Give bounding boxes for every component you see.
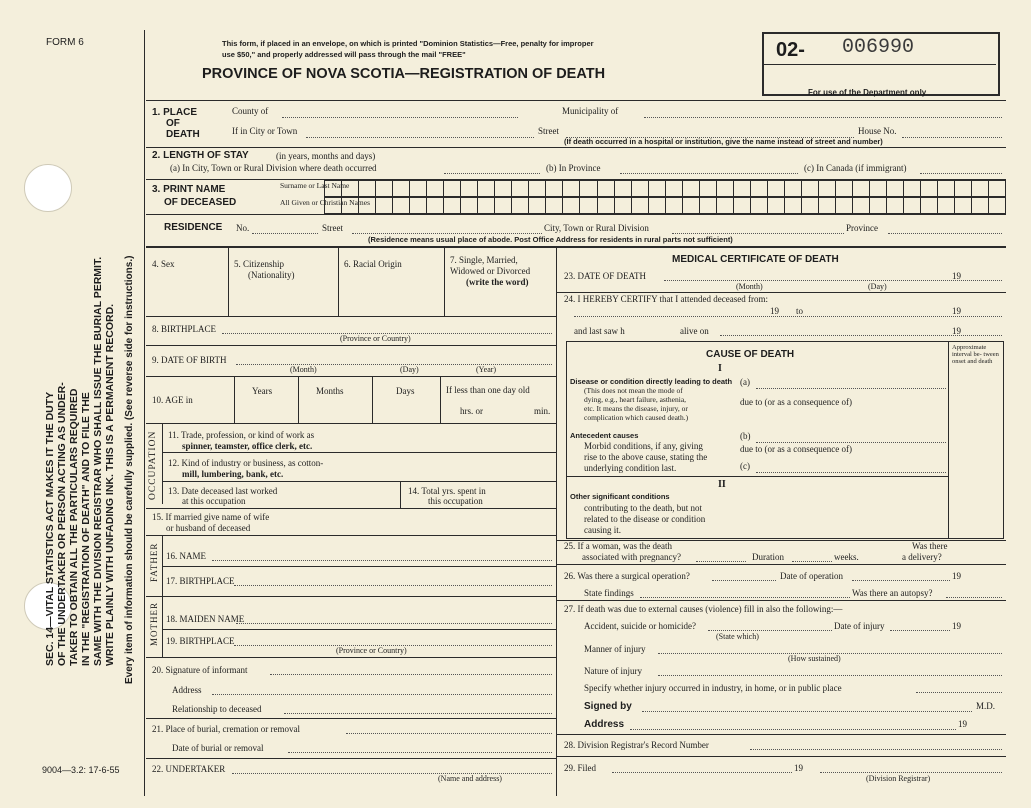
nature-label: Nature of injury: [584, 666, 642, 676]
disease-label-3: dying, e.g., heart failure, asthenia,: [584, 395, 687, 404]
record-number-label: 28. Division Registrar's Record Number: [564, 740, 709, 750]
weeks-label: weeks.: [834, 552, 859, 562]
last-saw-19: 19: [952, 326, 961, 336]
part-1-label: I: [718, 363, 722, 374]
manner-label: Manner of injury: [584, 644, 646, 654]
cause-a-due-to: due to (or as a consequence of): [740, 397, 852, 407]
cause-of-death-title: CAUSE OF DEATH: [706, 349, 795, 360]
operation-19: 19: [952, 571, 961, 581]
occupation-q12-line1: 12. Kind of industry or business, as cotton-: [168, 458, 324, 468]
department-use-note: For use of the Department only: [808, 88, 927, 97]
occupation-q14-line2: this occupation: [428, 496, 483, 506]
occupation-q13-line2: at this occupation: [182, 496, 246, 506]
filed-label: 29. Filed: [564, 763, 597, 773]
other-conditions-label-4: causing it.: [584, 525, 621, 535]
attended-from-label: 24. I HEREBY CERTIFY that I attended deceased from:: [564, 294, 768, 304]
cause-b-label: (b): [740, 431, 751, 441]
other-conditions-label-3: related to the disease or condition: [584, 514, 706, 524]
form-title: PROVINCE OF NOVA SCOTIA—REGISTRATION OF DEATH: [202, 66, 606, 82]
name-label-1: 3. PRINT NAME: [152, 184, 226, 195]
age-lt-day-label: If less than one day old: [446, 385, 530, 395]
state-which-label: (State which): [716, 632, 759, 641]
spouse-label-1: 15. If married give name of wife: [152, 512, 270, 522]
relationship-label: Relationship to deceased: [172, 704, 262, 714]
age-years-label: Years: [252, 386, 273, 396]
occupation-side-label: OCCUPATION: [148, 430, 158, 500]
death-day-label: (Day): [868, 282, 887, 291]
name-label-2: OF DECEASED: [164, 197, 237, 208]
registration-number: 006990: [842, 36, 915, 59]
injury-19: 19: [952, 621, 961, 631]
antecedent-label-4: underlying condition last.: [584, 463, 677, 473]
side-notice-1: SEC. 14—VITAL STATISTICS ACT MAKES IT THE DUTY: [44, 391, 56, 666]
findings-label: State findings: [584, 588, 634, 598]
place-label-3: DEATH: [166, 129, 200, 140]
house-label: House No.: [858, 126, 897, 136]
date-of-birth-label: 9. DATE OF BIRTH: [152, 355, 227, 365]
father-birthplace-label: 17. BIRTHPLACE: [166, 576, 235, 586]
other-conditions-label-2: contributing to the death, but not: [584, 503, 702, 513]
division-registrar-label: (Division Registrar): [866, 774, 931, 783]
filed-19: 19: [794, 763, 803, 773]
occupation-q11-line1: 11. Trade, profession, or kind of work as: [168, 430, 315, 440]
informant-label: 20. Signature of informant: [152, 665, 248, 675]
accident-label: Accident, suicide or homicide?: [584, 621, 696, 631]
signed-by-label: Signed by: [584, 701, 632, 712]
father-name-label: 16. NAME: [166, 551, 206, 561]
dob-month-label: (Month): [290, 365, 317, 374]
disease-label-2: (This does not mean the mode of: [584, 386, 683, 395]
citizenship-label: 5. Citizenship: [234, 259, 284, 269]
side-notice-4: IN THE "REGISTRATION OF DEATH" AND TO FILE THE: [80, 392, 92, 666]
antecedent-label-2: Morbid conditions, if any, giving: [584, 441, 703, 451]
pregnancy-label-2: associated with pregnancy?: [582, 552, 681, 562]
alive-on-label: alive on: [680, 326, 709, 336]
place-label-2: OF: [166, 118, 180, 129]
undertaker-name-address: (Name and address): [438, 774, 502, 783]
cause-a-label: (a): [740, 377, 750, 387]
burial-place-label: 21. Place of burial, cremation or removal: [152, 724, 300, 734]
form-label: FORM 6: [46, 37, 84, 48]
death-year-19: 19: [952, 271, 961, 281]
surname-label: Surname or Last Name: [280, 181, 350, 190]
given-names-character-cells: [324, 197, 1006, 214]
date-of-death-label: 23. DATE OF DEATH: [564, 271, 646, 281]
occupation-q14-line1: 14. Total yrs. spent in: [408, 486, 486, 496]
marital-label-3: (write the word): [466, 277, 529, 287]
undertaker-label: 22. UNDERTAKER: [152, 764, 226, 774]
county-label: County of: [232, 106, 269, 116]
father-side-label: FATHER: [149, 542, 159, 582]
postal-notice-line-2: use $50," and properly addressed will pass through the mail "FREE": [222, 50, 466, 59]
mother-birthplace-label: 19. BIRTHPLACE: [166, 636, 235, 646]
medical-certificate-title: MEDICAL CERTIFICATE OF DEATH: [672, 254, 839, 265]
birthplace-label: 8. BIRTHPLACE: [152, 324, 216, 334]
stay-city-label: (a) In City, Town or Rural Division where death occurred: [170, 163, 377, 173]
how-sustained-label: (How sustained): [788, 654, 841, 663]
street-label-1: Street: [538, 126, 559, 136]
registration-prefix: 02-: [776, 39, 805, 61]
delivery-label-2: a delivery?: [902, 552, 942, 562]
spouse-label-2: or husband of deceased: [166, 523, 251, 533]
stay-hint: (in years, months and days): [276, 151, 376, 161]
informant-address-label: Address: [172, 685, 202, 695]
disease-label-4: etc. It means the disease, injury, or: [584, 404, 688, 413]
pregnancy-label-1: 25. If a woman, was the death: [564, 541, 672, 551]
mother-maiden-name-label: 18. MAIDEN NAME: [166, 614, 245, 624]
signer-address-19: 19: [958, 719, 967, 729]
attended-from-19: 19: [770, 306, 779, 316]
disease-label-5: complication which caused death.): [584, 413, 689, 422]
age-months-label: Months: [316, 386, 344, 396]
death-month-label: (Month): [736, 282, 763, 291]
dob-year-label: (Year): [476, 365, 497, 374]
residence-province-label: Province: [846, 223, 878, 233]
stay-canada-label: (c) In Canada (if immigrant): [804, 163, 907, 173]
stay-province-label: (b) In Province: [546, 163, 601, 173]
city-label: If in City or Town: [232, 126, 298, 136]
duration-label: Duration: [752, 552, 784, 562]
residence-street-label: Street: [322, 223, 343, 233]
dob-day-label: (Day): [400, 365, 419, 374]
specify-label: Specify whether injury occurred in industry, in home, or in public place: [584, 683, 842, 693]
cause-b-due-to: due to (or as a consequence of): [740, 444, 852, 454]
surname-character-cells: [324, 180, 1006, 197]
part-2-label: II: [718, 479, 726, 490]
residence-no-label: No.: [236, 223, 250, 233]
municipality-label: Municipality of: [562, 106, 619, 116]
punch-hole-top: [24, 164, 72, 212]
attended-to: to: [796, 306, 804, 316]
surgery-label: 26. Was there a surgical operation?: [564, 571, 690, 581]
racial-origin-label: 6. Racial Origin: [344, 259, 402, 269]
signer-address-label: Address: [584, 719, 625, 730]
other-conditions-label-1: Other significant conditions: [570, 492, 670, 501]
autopsy-label: Was there an autopsy?: [852, 588, 933, 598]
occupation-q11-line2: spinner, teamster, office clerk, etc.: [182, 441, 313, 451]
side-notice-5: SAME WITH THE DIVISION REGISTRAR WHO SHALL ISSUE THE BURIAL PERMIT.: [92, 256, 104, 666]
occupation-q12-line2: mill, lumbering, bank, etc.: [182, 469, 284, 479]
occupation-q13-line1: 13. Date deceased last worked: [168, 486, 278, 496]
residence-label: RESIDENCE: [164, 222, 223, 233]
disease-label-1: Disease or condition directly leading to death: [570, 377, 733, 386]
given-names-label: All Given or Christian Names: [280, 198, 370, 207]
place-label-1: 1. PLACE: [152, 107, 198, 118]
side-notice-2: OF THE UNDERTAKER OR PERSON ACTING AS UNDER-: [56, 382, 68, 666]
form-code: 9004—3.2: 17-6-55: [42, 765, 120, 775]
delivery-label-1: Was there: [912, 541, 948, 551]
operation-date-label: Date of operation: [780, 571, 843, 581]
attended-to-19: 19: [952, 306, 961, 316]
antecedent-label-3: rise to the above cause, stating the: [584, 452, 708, 462]
stay-label: 2. LENGTH OF STAY: [152, 150, 249, 161]
residence-note: (Residence means usual place of abode. Post Office Address for residents in rural parts not sufficient): [368, 235, 733, 244]
residence-city-label: City, Town or Rural Division: [544, 223, 649, 233]
age-days-label: Days: [396, 386, 415, 396]
marital-label-1: 7. Single, Married,: [450, 255, 518, 265]
postal-notice-line-1: This form, if placed in an envelope, on which is printed "Dominion Statistics—Free, penalty for improper: [222, 39, 594, 48]
md-label: M.D.: [976, 701, 996, 711]
interval-label: Approximate interval be- tween onset and death: [952, 344, 999, 366]
age-hrs-label: hrs. or: [460, 406, 483, 416]
sex-label: 4. Sex: [152, 259, 175, 269]
marital-label-2: Widowed or Divorced: [450, 266, 531, 276]
mother-side-label: MOTHER: [149, 602, 159, 646]
antecedent-label-1: Antecedent causes: [570, 431, 639, 440]
age-min-label: min.: [534, 406, 551, 416]
age-label: 10. AGE in: [152, 395, 193, 405]
hospital-note: (If death occurred in a hospital or institution, give the name instead of street and number): [564, 137, 883, 146]
side-notice-6: WRITE PLAINLY WITH UNFADING INK. THIS IS A PERMANENT RECORD.: [104, 303, 116, 666]
last-saw-label: and last saw h: [574, 326, 625, 336]
nationality-label: (Nationality): [248, 270, 295, 280]
side-notice-7: Every item of information should be carefully supplied. (See reverse side for instructions.): [124, 255, 135, 684]
injury-date-label: Date of injury: [834, 621, 885, 631]
mother-birthplace-province-country: (Province or Country): [336, 646, 407, 655]
side-notice-3: TAKER TO OBTAIN ALL THE PARTICULARS REQUIRED: [68, 388, 80, 666]
cause-c-label: (c): [740, 461, 750, 471]
birthplace-province-country: (Province or Country): [340, 334, 411, 343]
external-causes-label: 27. If death was due to external causes (violence) fill in also the following:—: [564, 604, 843, 614]
burial-date-label: Date of burial or removal: [172, 743, 264, 753]
